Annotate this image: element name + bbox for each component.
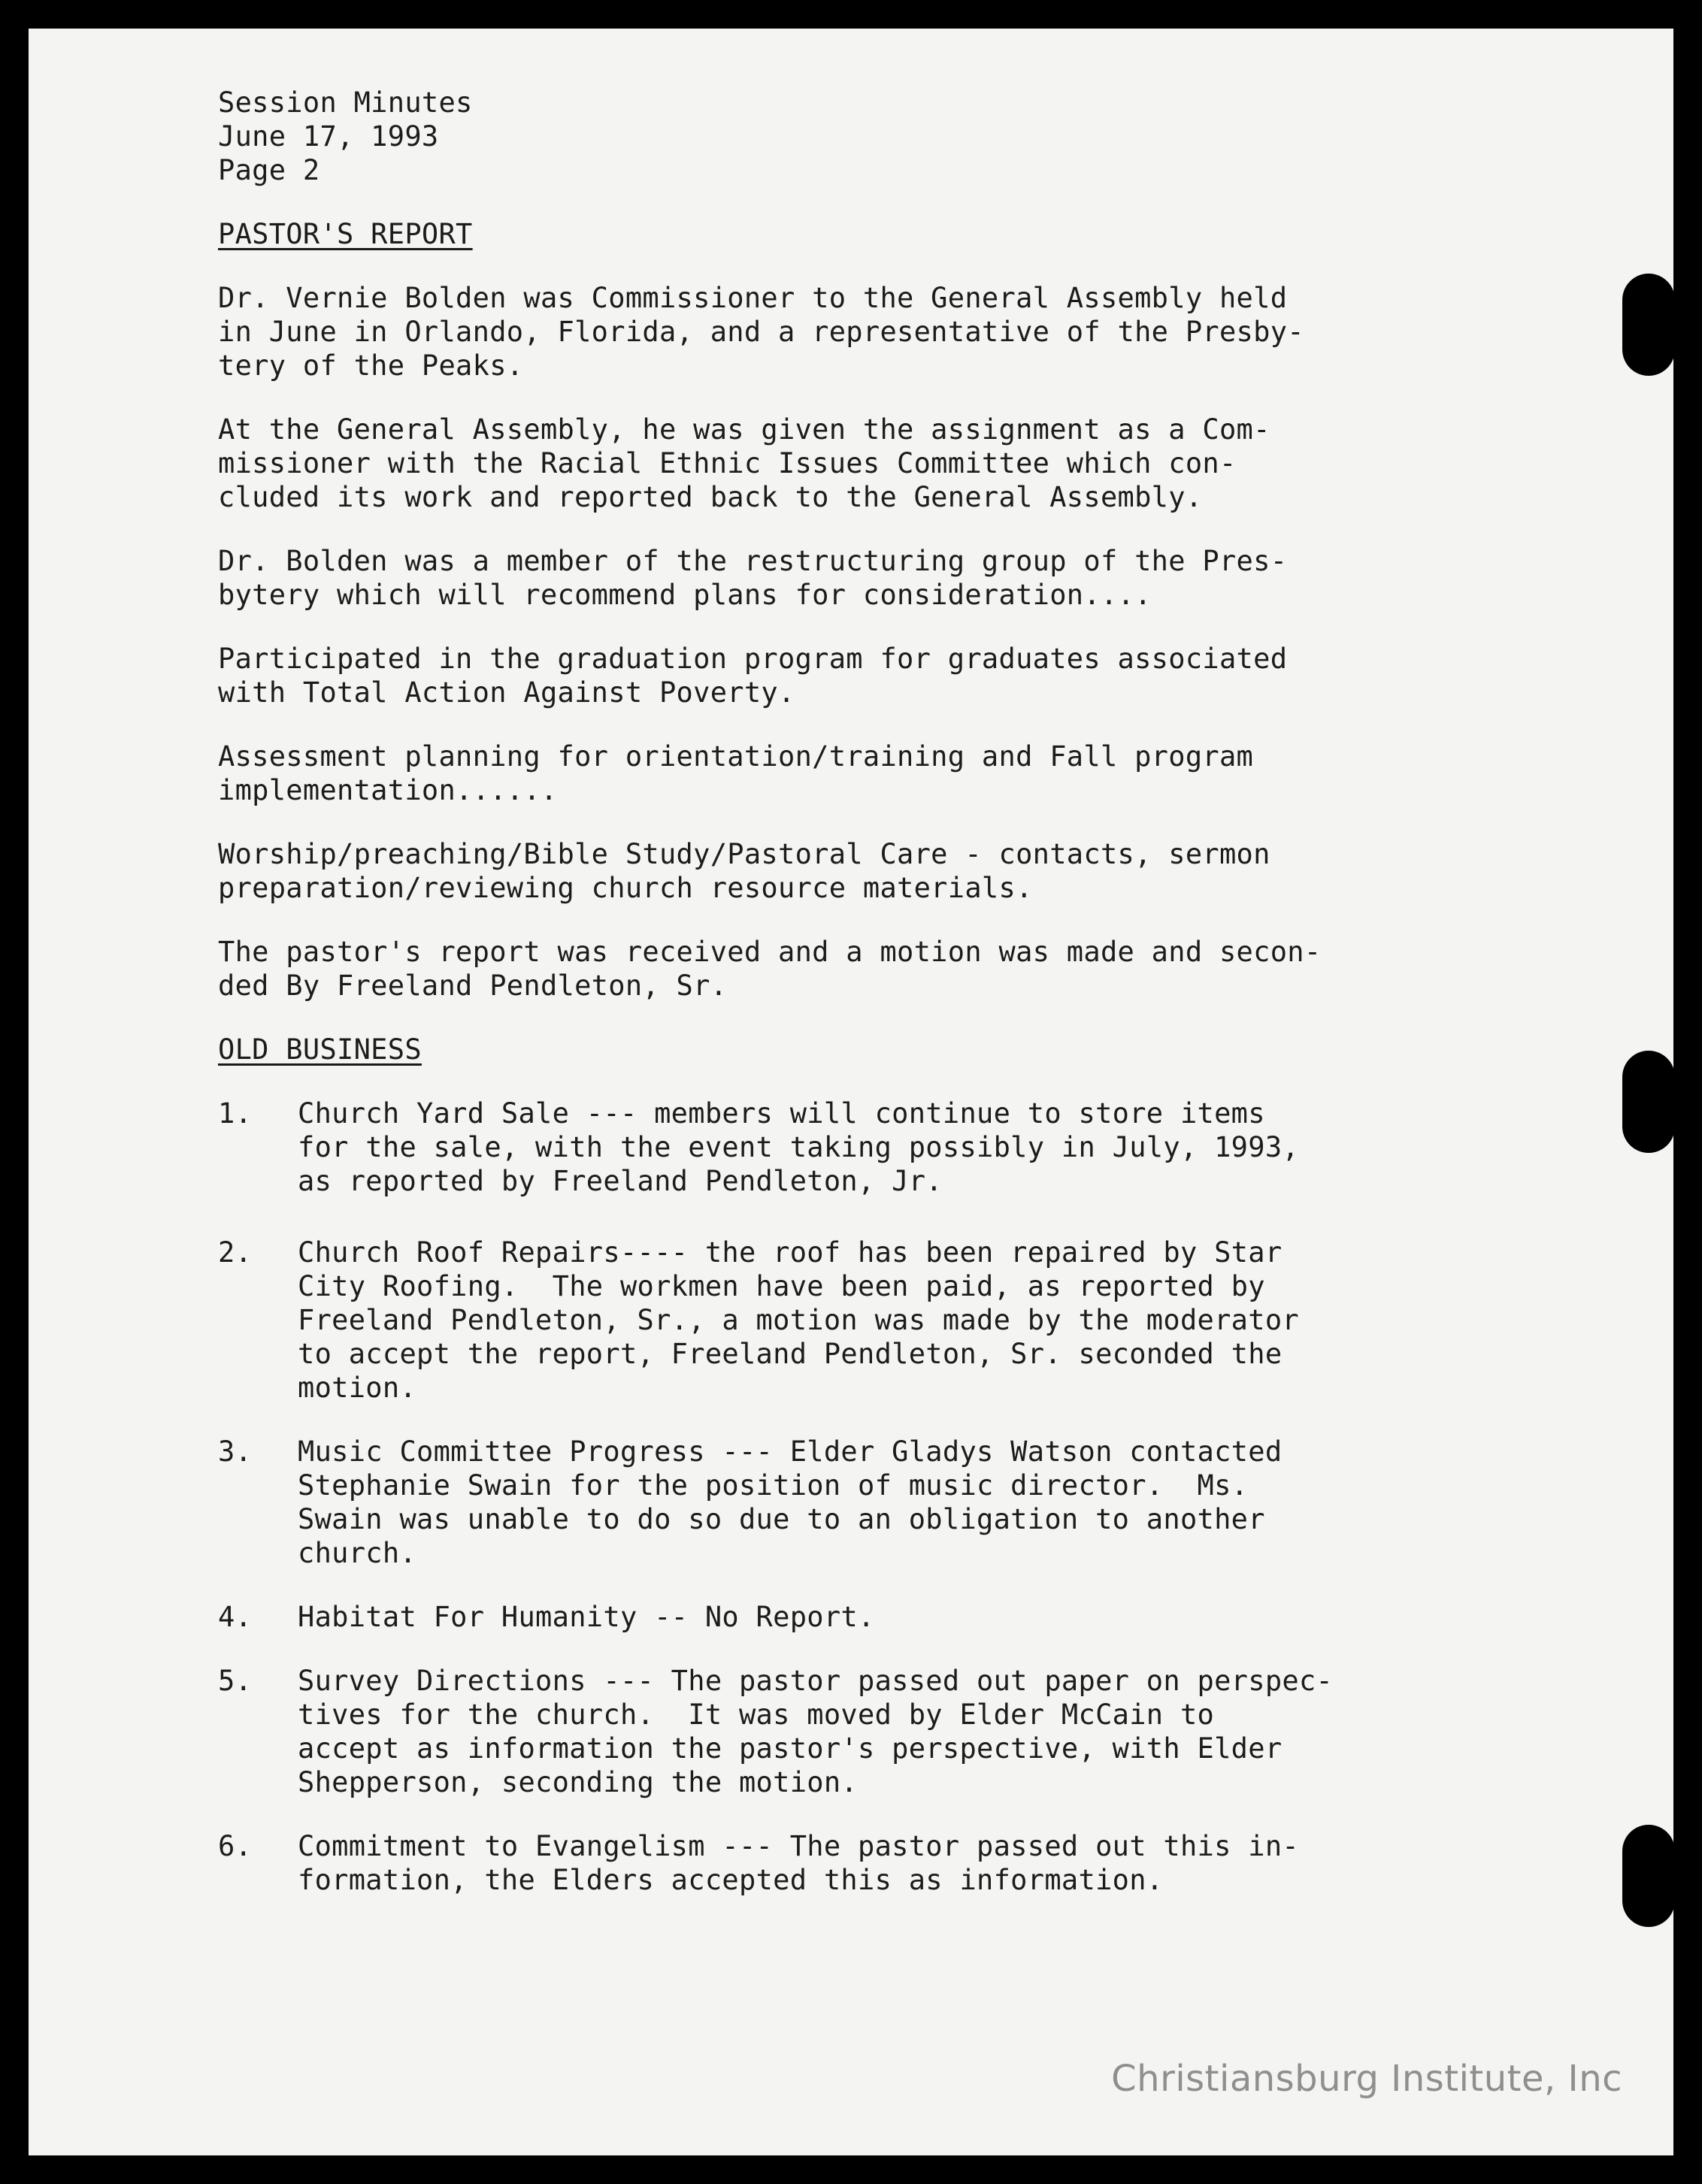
item-number: 4.	[218, 1601, 253, 1633]
item-number: 6.	[218, 1830, 253, 1862]
paragraph-line: cluded its work and reported back to the General Assembly.	[218, 481, 1203, 513]
paragraph-line: Dr. Vernie Bolden was Commissioner to the General Assembly held	[218, 282, 1288, 314]
pastors-report-paragraph	[218, 837, 1526, 905]
header-page: Page 2	[218, 154, 320, 186]
header-date: June 17, 1993	[218, 120, 439, 153]
old-business-item	[218, 1664, 1526, 1799]
item-number: 3.	[218, 1435, 253, 1468]
paragraph-line: Dr. Bolden was a member of the restructuring group of the Pres-	[218, 545, 1288, 577]
item-line: Freeland Pendleton, Sr., a motion was made by the moderator	[298, 1304, 1299, 1336]
item-line: motion.	[298, 1372, 417, 1404]
item-line: Commitment to Evangelism --- The pastor passed out this in-	[298, 1830, 1299, 1862]
paragraph-line: implementation......	[218, 774, 558, 806]
old-business-item	[218, 1097, 1526, 1198]
item-line: Stephanie Swain for the position of music director. Ms.	[298, 1469, 1249, 1502]
item-number: 2.	[218, 1236, 253, 1269]
pastors-report-paragraph	[218, 740, 1526, 807]
item-line: Survey Directions --- The pastor passed out paper on perspec-	[298, 1665, 1334, 1697]
punch-hole-middle	[1622, 1051, 1675, 1153]
item-line: accept as information the pastor's perspective, with Elder	[298, 1732, 1283, 1765]
item-line: for the sale, with the event taking possibly in July, 1993,	[298, 1131, 1299, 1163]
pastors-report-heading: PASTOR'S REPORT	[218, 218, 473, 250]
item-line: as reported by Freeland Pendleton, Jr.	[298, 1165, 943, 1197]
paragraph-line: preparation/reviewing church resource materials.	[218, 872, 1033, 904]
old-business-item	[218, 1600, 1526, 1634]
item-line: formation, the Elders accepted this as information.	[298, 1864, 1164, 1896]
item-line: tives for the church. It was moved by Elder McCain to	[298, 1698, 1215, 1731]
item-number: 1.	[218, 1097, 253, 1130]
item-line: church.	[298, 1537, 417, 1569]
pastors-report-paragraph	[218, 281, 1526, 383]
pastors-report-paragraph	[218, 642, 1526, 709]
item-line: Habitat For Humanity -- No Report.	[298, 1601, 875, 1633]
paragraph-line: tery of the Peaks.	[218, 349, 524, 382]
item-line: City Roofing. The workmen have been paid, as reported by	[298, 1270, 1265, 1302]
watermark-text: Christiansburg Institute, Inc	[1111, 2058, 1622, 2100]
paragraph-line: missioner with the Racial Ethnic Issues Committee which con-	[218, 447, 1237, 479]
pastors-report-paragraph	[218, 935, 1526, 1003]
paragraph-line: At the General Assembly, he was given the assignment as a Com-	[218, 413, 1270, 446]
old-business-item	[218, 1829, 1526, 1897]
minutes-text	[218, 86, 1526, 1897]
paragraph-line: The pastor's report was received and a motion was made and secon-	[218, 936, 1322, 968]
punch-hole-top	[1622, 274, 1675, 376]
old-business-item	[218, 1236, 1526, 1405]
pastors-report-paragraph	[218, 413, 1526, 514]
paragraph-line: bytery which will recommend plans for consideration....	[218, 579, 1152, 611]
item-line: Music Committee Progress --- Elder Gladys Watson contacted	[298, 1435, 1283, 1468]
punch-hole-bottom	[1622, 1825, 1675, 1927]
paragraph-line: Participated in the graduation program for graduates associated	[218, 643, 1288, 675]
header-title: Session Minutes	[218, 86, 473, 119]
paragraph-line: ded By Freeland Pendleton, Sr.	[218, 969, 728, 1002]
paragraph-line: in June in Orlando, Florida, and a representative of the Presby-	[218, 316, 1304, 348]
paragraph-line: Assessment planning for orientation/training and Fall program	[218, 740, 1254, 773]
item-line: Church Yard Sale --- members will continue to store items	[298, 1097, 1265, 1130]
pastors-report-paragraph	[218, 544, 1526, 612]
item-number: 5.	[218, 1665, 253, 1697]
old-business-heading: OLD BUSINESS	[218, 1033, 422, 1066]
item-line: Shepperson, seconding the motion.	[298, 1766, 859, 1798]
paragraph-line: Worship/preaching/Bible Study/Pastoral Care - contacts, sermon	[218, 838, 1270, 870]
item-line: to accept the report, Freeland Pendleton, Sr. seconded the	[298, 1338, 1283, 1370]
paragraph-line: with Total Action Against Poverty.	[218, 676, 795, 709]
item-line: Church Roof Repairs---- the roof has been repaired by Star	[298, 1236, 1283, 1269]
item-line: Swain was unable to do so due to an obligation to another	[298, 1503, 1265, 1535]
old-business-item	[218, 1435, 1526, 1570]
